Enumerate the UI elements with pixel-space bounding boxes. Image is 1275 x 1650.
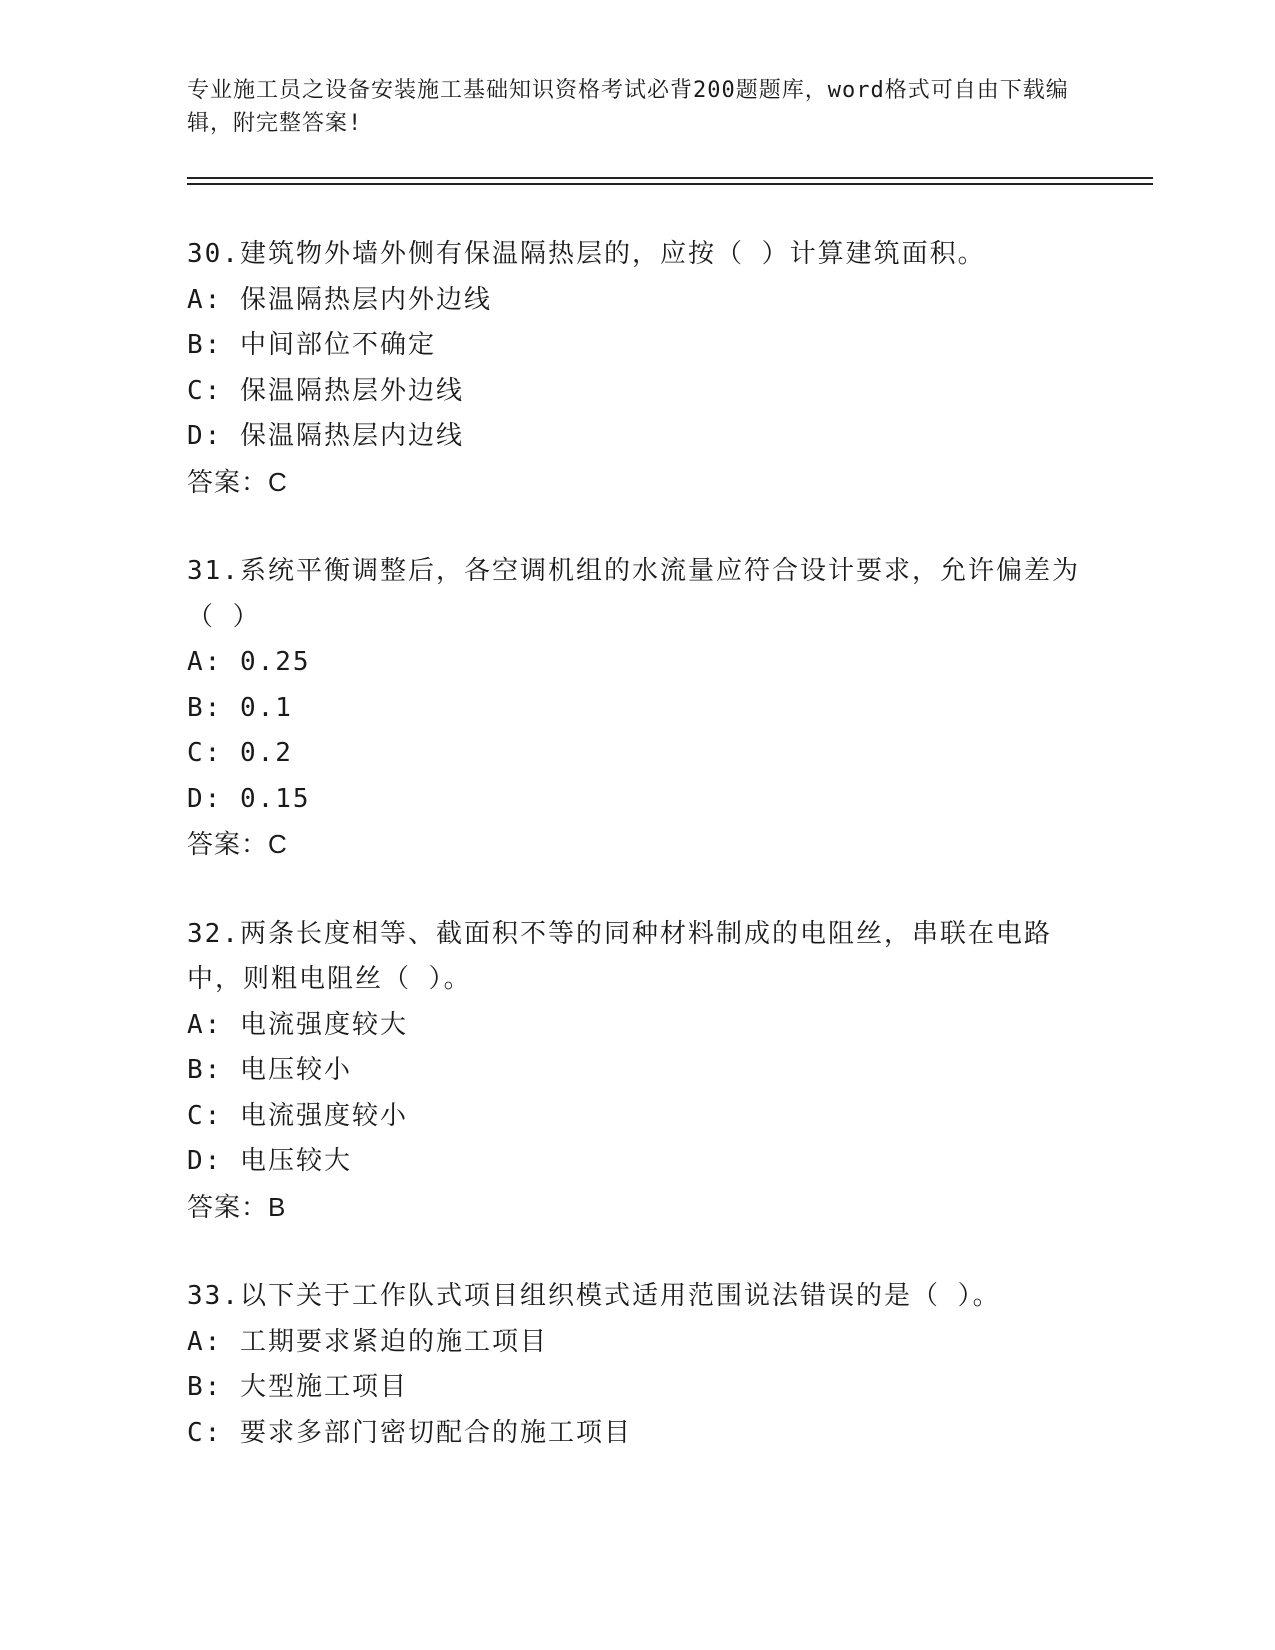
- option-c: C: 电流强度较小: [187, 1100, 408, 1131]
- header-rule-top: [187, 177, 1153, 179]
- option-c: C: 保温隔热层外边线: [187, 375, 464, 406]
- header-rule-bottom: [187, 183, 1153, 185]
- question-stem: 33.以下关于工作队式项目组织模式适用范围说法错误的是（ ）。: [187, 1281, 1001, 1311]
- option-a: A: 工期要求紧迫的施工项目: [187, 1326, 548, 1357]
- question-31: [187, 549, 1087, 868]
- question-32: [187, 912, 1087, 1231]
- option-b: B: 0.1: [187, 692, 293, 723]
- option-d: D: 电压较大: [187, 1146, 352, 1176]
- answer: 答案：B: [187, 1191, 287, 1222]
- option-d: D: 0.15: [187, 783, 311, 814]
- option-c: C: 0.2: [187, 738, 293, 768]
- document-title: 专业施工员之设备安装施工基础知识资格考试必背200题题库，word格式可自由下载编辑，附完整答案!: [187, 78, 1069, 136]
- option-d: D: 保温隔热层内边线: [187, 421, 464, 451]
- question-30: [187, 232, 1087, 505]
- question-list: [187, 232, 1087, 1500]
- question-stem: 32.两条长度相等、截面积不等的同种材料制成的电阻丝，串联在电路中，则粗电阻丝（ ）。: [187, 918, 1052, 994]
- option-b: B: 中间部位不确定: [187, 330, 436, 360]
- answer: 答案：C: [187, 829, 288, 859]
- document-header: [187, 74, 1087, 140]
- option-b: B: 大型施工项目: [187, 1372, 408, 1402]
- question-stem: 31.系统平衡调整后，各空调机组的水流量应符合设计要求，允许偏差为（ ）: [187, 556, 1080, 632]
- option-a: A: 电流强度较大: [187, 1009, 408, 1040]
- option-a: A: 0.25: [187, 647, 311, 677]
- option-a: A: 保温隔热层内外边线: [187, 284, 492, 315]
- option-b: B: 电压较小: [187, 1055, 352, 1085]
- option-c: C: 要求多部门密切配合的施工项目: [187, 1417, 632, 1448]
- question-stem: 30.建筑物外墙外侧有保温隔热层的，应按（ ）计算建筑面积。: [187, 239, 986, 269]
- question-33: [187, 1274, 1087, 1456]
- answer: 答案：C: [187, 466, 288, 497]
